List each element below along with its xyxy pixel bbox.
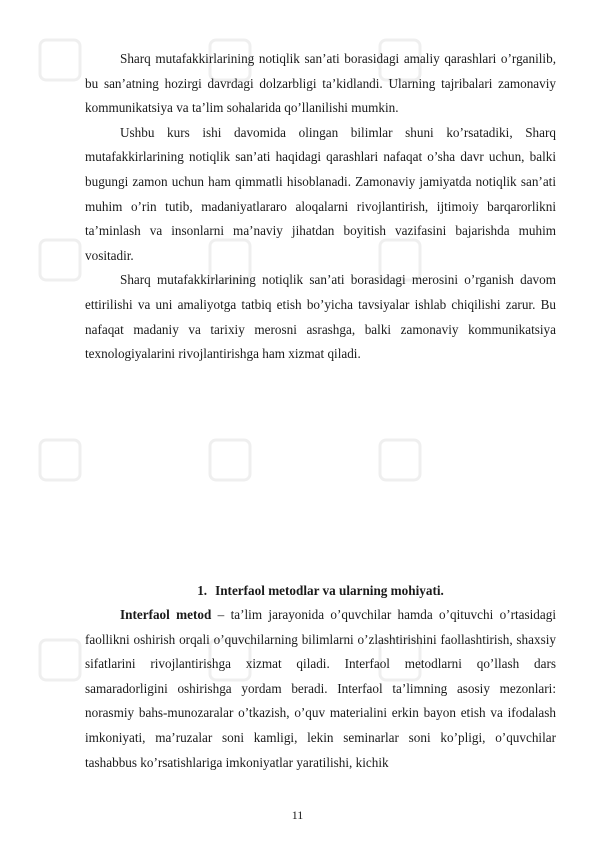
body-text-top (85, 47, 556, 367)
paragraph-4-text: – ta’lim jarayonida o’quvchilar hamda o’qituvchi o’rtasidagi faollikni oshirish orqali o’quvchilarning bilimlarni o’zlashtirishini faollashtirish, shaxsiy sifatlarini rivojlantirishga xizmat qiladi. Interfaol metodlarni qo’llash dars samaradorligini oshirishga yordam beradi. Interfaol ta’limning asosiy mezonlari: norasmiy bahs-munozaralar o’tkazish, o’quv materialini erkin bayon etish va ifodalash imkoniyati, ma’ruzalar soni kamligi, lekin seminarlar soni ko’pligi, o’quvchilar tashabbus ko’rsatishlariga imkoniyatlar yaratilishi, kichik (85, 607, 556, 770)
paragraph-1: Sharq mutafakkirlarining notiqlik san’ati borasidagi amaliy qarashlari o’rganilib, bu san’atning hozirgi davrdagi dolzarbligi ta’kidlandi. Ularning tajribalari zamonaviy kommunikatsiya va ta’lim sohalarida qo’llanilishi mumkin. (85, 51, 556, 116)
paragraph-2: Ushbu kurs ishi davomida olingan bilimlar shuni ko’rsatadiki, Sharq mutafakkirlarining notiqlik san’ati haqidagi qarashlari nafaqat o’sha davr uchun, balki bugungi zamon uchun ham qimmatli hisoblanadi. Zamonaviy jamiyatda notiqlik san’ati muhim o’rin tutib, madaniyatlararo aloqalarni rivojlantirish, ijtimoiy barqarorlikni ta’minlash va insonlarni ma’naviy jihatdan boyitish vazifasini bajarishda muhim vositadir. (85, 124, 556, 263)
paragraph-4-term: Interfaol metod (120, 607, 212, 622)
section-heading-title: Interfaol metodlar va ularning mohiyati. (215, 583, 444, 598)
paragraph-4 (85, 603, 556, 775)
body-text-bottom (85, 603, 556, 775)
section-heading-number: 1. (197, 583, 208, 598)
paragraph-3: Sharq mutafakkirlarining notiqlik san’ati borasidagi merosini o’rganish davom ettirilishi va uni amaliyotga tatbiq etish bo’yicha tavsiyalar ishlab chiqilishi zarur. Bu nafaqat madaniy va tarixiy merosni asrashga, balki zamonaviy kommunikatsiya texnologiyalarini rivojlantirishga ham xizmat qiladi. (85, 272, 556, 362)
section-heading (85, 579, 556, 603)
page-number: 11 (291, 808, 304, 822)
